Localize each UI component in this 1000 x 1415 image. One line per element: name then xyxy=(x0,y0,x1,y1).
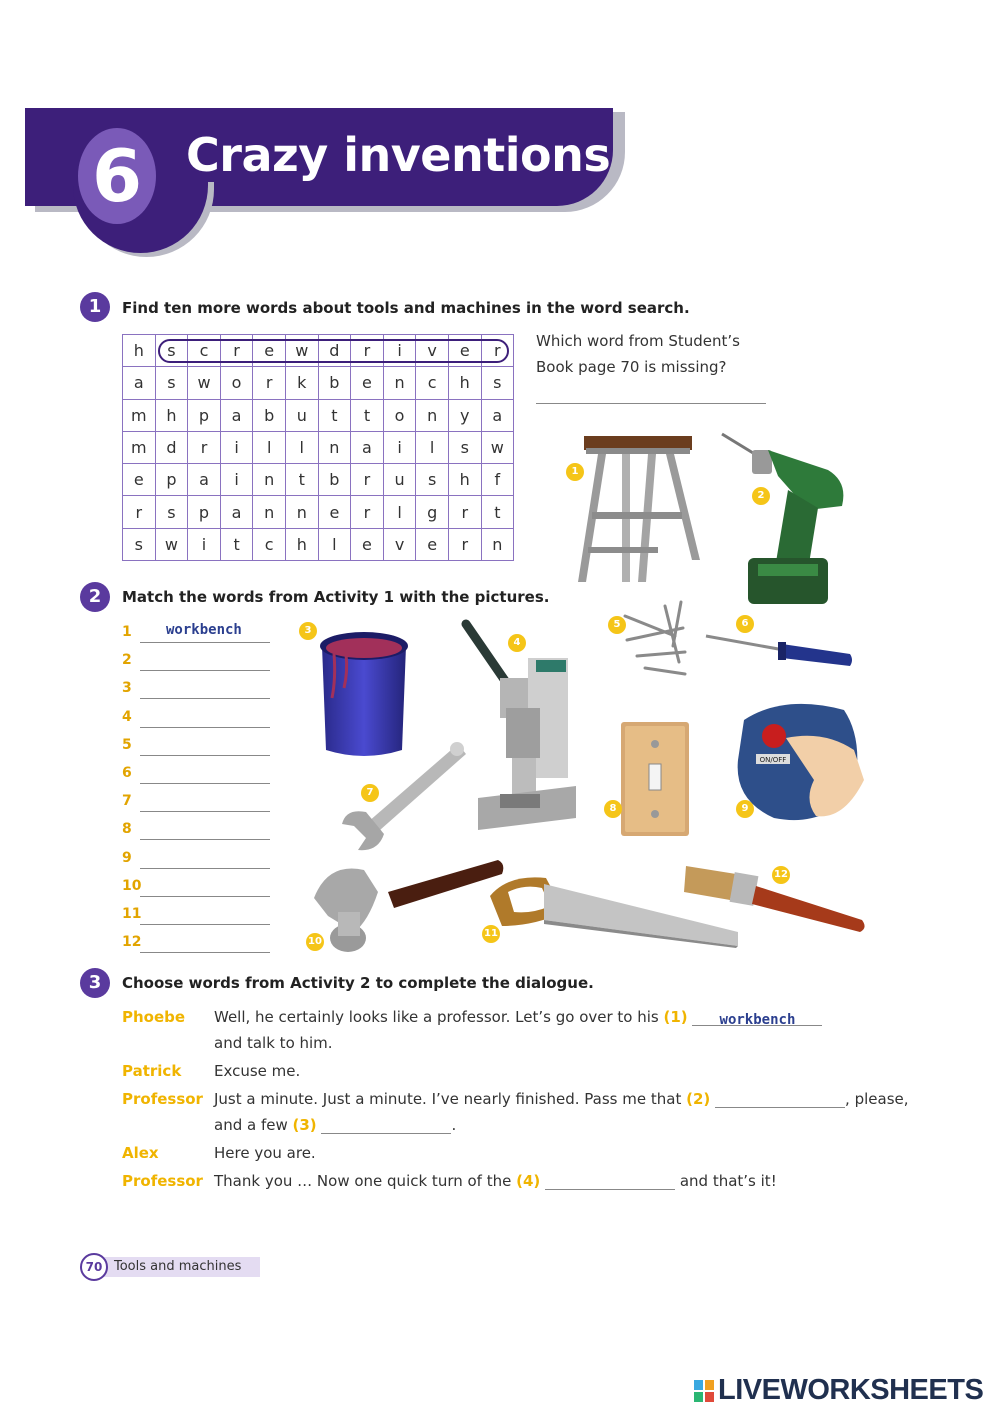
word-search-cell[interactable]: s xyxy=(481,367,514,399)
match-answer-text: workbench xyxy=(166,622,242,638)
word-search-cell[interactable]: n xyxy=(481,528,514,560)
dialogue-text: Excuse me. xyxy=(214,1062,301,1080)
dialogue-speaker: Phoebe xyxy=(122,1008,186,1026)
gap-number: (1) xyxy=(663,1008,688,1026)
match-answer-field[interactable] xyxy=(140,783,270,784)
picture-badge: 12 xyxy=(772,866,790,884)
word-search-cell[interactable]: l xyxy=(285,431,318,463)
match-list-item xyxy=(122,652,272,680)
spanner-picture xyxy=(338,738,468,856)
dialogue-text: Just a minute. Just a minute. I’ve nearly finished. Pass me that xyxy=(214,1090,682,1108)
word-search-row xyxy=(123,528,514,560)
word-search-cell[interactable]: i xyxy=(383,431,416,463)
word-search-cell[interactable]: t xyxy=(318,399,351,431)
match-list-item xyxy=(122,793,272,821)
gap-number: (4) xyxy=(516,1172,541,1190)
word-search-cell[interactable]: a xyxy=(220,399,253,431)
word-search-grid xyxy=(122,334,514,561)
word-search-cell[interactable]: l xyxy=(383,496,416,528)
word-search-cell[interactable]: n xyxy=(253,496,286,528)
word-search-cell[interactable]: b xyxy=(318,367,351,399)
match-list-item xyxy=(122,709,272,737)
word-search-cell[interactable]: c xyxy=(253,528,286,560)
word-search-cell[interactable]: v xyxy=(416,335,449,367)
match-item-number: 3 xyxy=(122,680,132,697)
word-search-cell[interactable]: r xyxy=(123,496,156,528)
word-search-cell[interactable]: d xyxy=(155,431,188,463)
word-search-cell[interactable]: w xyxy=(155,528,188,560)
match-item-number: 7 xyxy=(122,793,132,810)
picture-badge: 11 xyxy=(482,925,500,943)
drill-picture xyxy=(718,430,858,608)
word-search-cell[interactable]: n xyxy=(416,399,449,431)
match-item-number: 1 xyxy=(122,624,132,640)
dialogue-line xyxy=(214,1008,822,1026)
word-search-cell[interactable]: e xyxy=(351,528,384,560)
word-search-cell[interactable]: b xyxy=(318,464,351,496)
nails-picture xyxy=(615,596,690,680)
dialogue-speaker: Professor xyxy=(122,1172,203,1190)
match-list-item xyxy=(122,821,272,849)
word-search-cell[interactable]: s xyxy=(155,335,188,367)
word-search-cell[interactable]: e xyxy=(416,528,449,560)
match-item-number: 2 xyxy=(122,652,132,669)
word-search-cell[interactable]: i xyxy=(383,335,416,367)
gap-answer-field[interactable] xyxy=(715,1092,845,1108)
picture-badge: 8 xyxy=(604,800,622,818)
match-answer-field[interactable] xyxy=(140,727,270,728)
word-search-cell[interactable]: r xyxy=(448,528,481,560)
gap-number: (2) xyxy=(686,1090,711,1108)
picture-badge: 5 xyxy=(608,616,626,634)
word-search-cell[interactable]: o xyxy=(383,399,416,431)
dialogue-line xyxy=(214,1116,456,1134)
word-search-cell[interactable]: e xyxy=(351,367,384,399)
dialogue-speaker: Professor xyxy=(122,1090,203,1108)
screwdriver-picture xyxy=(704,630,854,672)
word-search-cell[interactable]: e xyxy=(253,335,286,367)
gap-answer-text: workbench xyxy=(719,1012,796,1028)
activity-1-number: 1 xyxy=(80,292,110,322)
match-answer-field[interactable] xyxy=(140,811,270,812)
machine-picture xyxy=(460,618,585,836)
activity-3-number: 3 xyxy=(80,968,110,998)
word-search-cell[interactable]: t xyxy=(351,399,384,431)
workbench-picture xyxy=(570,432,710,587)
dialogue-text: and that’s it! xyxy=(679,1172,777,1190)
gap-answer-field[interactable] xyxy=(692,1010,822,1026)
word-search-cell[interactable]: a xyxy=(188,464,221,496)
word-search-cell[interactable]: e xyxy=(448,335,481,367)
match-answer-field[interactable] xyxy=(140,952,270,953)
dialogue-line xyxy=(214,1090,909,1108)
word-search-cell[interactable]: r xyxy=(351,464,384,496)
picture-badge: 1 xyxy=(566,463,584,481)
word-search-cell[interactable]: h xyxy=(448,464,481,496)
match-answer-field[interactable] xyxy=(140,755,270,756)
word-search-row xyxy=(123,431,514,463)
picture-badge: 7 xyxy=(361,784,379,802)
gap-answer-field[interactable] xyxy=(545,1174,675,1190)
match-list-item xyxy=(122,624,272,652)
word-search-cell[interactable]: r xyxy=(448,496,481,528)
picture-badge: 2 xyxy=(752,487,770,505)
word-search-cell[interactable]: a xyxy=(351,431,384,463)
word-search-cell[interactable]: p xyxy=(155,464,188,496)
word-search-cell[interactable]: p xyxy=(188,399,221,431)
word-search-row xyxy=(123,464,514,496)
word-search-cell[interactable]: y xyxy=(448,399,481,431)
word-search-cell[interactable]: h xyxy=(155,399,188,431)
word-search-cell[interactable]: s xyxy=(123,528,156,560)
dialogue-text: Thank you … Now one quick turn of the xyxy=(214,1172,512,1190)
missing-word-question: Which word from Student’s Book page 70 is missing? xyxy=(536,332,740,376)
activity-2-number: 2 xyxy=(80,582,110,612)
word-search-cell[interactable]: n xyxy=(253,464,286,496)
match-answer-field[interactable] xyxy=(140,642,270,643)
dialogue-line xyxy=(214,1062,300,1080)
word-search-cell[interactable]: s xyxy=(155,367,188,399)
word-search-cell[interactable]: r xyxy=(481,335,514,367)
dialogue-text: . xyxy=(451,1116,457,1134)
match-list-item xyxy=(122,934,272,962)
word-search-cell[interactable]: f xyxy=(481,464,514,496)
word-search-cell[interactable]: m xyxy=(123,399,156,431)
match-item-number: 12 xyxy=(122,934,142,951)
dialogue-speaker: Alex xyxy=(122,1144,159,1162)
match-answer-field[interactable] xyxy=(140,670,270,671)
page-number: 70 xyxy=(80,1253,108,1281)
unit-number: 6 xyxy=(91,134,143,218)
match-list-item xyxy=(122,906,272,934)
dialogue-line xyxy=(214,1172,777,1190)
word-search-cell[interactable]: t xyxy=(285,464,318,496)
match-list-item xyxy=(122,765,272,793)
switch-label: ON/OFF xyxy=(759,756,787,764)
match-item-number: 8 xyxy=(122,821,132,838)
word-search-cell[interactable]: i xyxy=(220,464,253,496)
word-search-cell[interactable]: c xyxy=(188,335,221,367)
dialogue-text: and talk to him. xyxy=(214,1034,333,1052)
word-search-cell[interactable]: h xyxy=(285,528,318,560)
word-search-row xyxy=(123,496,514,528)
match-answer-field[interactable] xyxy=(140,924,270,925)
word-search-cell[interactable]: o xyxy=(220,367,253,399)
watermark: LIVEWORKSHEETS xyxy=(718,1374,984,1406)
word-search-cell[interactable]: t xyxy=(481,496,514,528)
word-search-row xyxy=(123,399,514,431)
activity-1-instruction: Find ten more words about tools and machines in the word search. xyxy=(122,299,690,317)
activity-2-instruction: Match the words from Activity 1 with the pictures. xyxy=(122,588,550,606)
match-item-number: 5 xyxy=(122,736,132,753)
match-item-number: 11 xyxy=(122,906,142,922)
word-search-cell[interactable]: g xyxy=(416,496,449,528)
dialogue-text: Well, he certainly looks like a professor. Let’s go over to his xyxy=(214,1008,659,1026)
word-highlight-oval xyxy=(158,339,509,363)
word-search-cell[interactable]: l xyxy=(253,431,286,463)
word-search-row xyxy=(123,367,514,399)
gap-answer-field[interactable] xyxy=(321,1118,451,1134)
page-title: Crazy inventions xyxy=(186,128,611,182)
word-search-cell[interactable]: r xyxy=(188,431,221,463)
match-list-item xyxy=(122,680,272,708)
match-answer-field[interactable] xyxy=(140,698,270,699)
word-search-cell[interactable]: p xyxy=(188,496,221,528)
word-search-cell[interactable]: r xyxy=(351,496,384,528)
word-search-cell[interactable]: l xyxy=(318,528,351,560)
word-search-cell[interactable]: w xyxy=(285,335,318,367)
word-search-cell[interactable]: l xyxy=(416,431,449,463)
match-answer-field[interactable] xyxy=(140,839,270,840)
match-item-number: 10 xyxy=(122,877,142,894)
match-list-item xyxy=(122,850,272,878)
word-search-cell[interactable]: t xyxy=(220,528,253,560)
word-search-cell[interactable]: h xyxy=(123,335,156,367)
word-search-cell[interactable]: s xyxy=(448,431,481,463)
word-search-cell[interactable]: e xyxy=(123,464,156,496)
match-answer-field[interactable] xyxy=(140,896,270,897)
word-search-cell[interactable]: h xyxy=(448,367,481,399)
missing-word-answer-field[interactable] xyxy=(536,403,766,404)
word-search-cell[interactable]: a xyxy=(220,496,253,528)
match-item-number: 9 xyxy=(122,849,132,866)
word-search-cell[interactable]: u xyxy=(383,464,416,496)
match-list-item xyxy=(122,737,272,765)
dialogue-text: Here you are. xyxy=(214,1144,316,1162)
word-search-cell[interactable]: k xyxy=(285,367,318,399)
word-search-cell[interactable]: w xyxy=(481,431,514,463)
word-search-cell[interactable]: a xyxy=(123,367,156,399)
word-search-cell[interactable]: e xyxy=(318,496,351,528)
picture-badge: 4 xyxy=(508,634,526,652)
liveworksheets-icon xyxy=(694,1380,714,1402)
word-search-cell[interactable]: n xyxy=(318,431,351,463)
word-search-cell[interactable]: a xyxy=(481,399,514,431)
picture-badge: 9 xyxy=(736,800,754,818)
footer-section: Tools and machines xyxy=(114,1259,242,1274)
match-answer-field[interactable] xyxy=(140,868,270,869)
word-search-cell[interactable]: m xyxy=(123,431,156,463)
word-search-cell[interactable]: r xyxy=(220,335,253,367)
dialogue-text: and a few xyxy=(214,1116,288,1134)
word-search-cell[interactable]: i xyxy=(220,431,253,463)
match-item-number: 4 xyxy=(122,708,132,725)
word-search-cell[interactable]: v xyxy=(383,528,416,560)
dialogue-line xyxy=(214,1034,333,1052)
dialogue-speaker: Patrick xyxy=(122,1062,182,1080)
switch-picture xyxy=(619,720,691,838)
match-item-number: 6 xyxy=(122,765,132,781)
match-list-item xyxy=(122,878,272,906)
word-search-cell[interactable]: w xyxy=(188,367,221,399)
gap-number: (3) xyxy=(292,1116,317,1134)
picture-badge: 6 xyxy=(736,615,754,633)
hammer-picture xyxy=(308,852,508,956)
word-search-cell[interactable]: u xyxy=(285,399,318,431)
word-search-cell[interactable]: r xyxy=(253,367,286,399)
activity-3-instruction: Choose words from Activity 2 to complete the dialogue. xyxy=(122,974,594,992)
dialogue-line xyxy=(214,1144,316,1162)
word-search-cell[interactable]: n xyxy=(285,496,318,528)
word-search-cell[interactable]: s xyxy=(416,464,449,496)
word-search-cell[interactable]: r xyxy=(351,335,384,367)
button-picture xyxy=(734,700,868,828)
word-search-cell[interactable]: s xyxy=(155,496,188,528)
word-search-cell[interactable]: b xyxy=(253,399,286,431)
word-search-cell[interactable]: d xyxy=(318,335,351,367)
picture-badge: 3 xyxy=(299,622,317,640)
picture-badge: 10 xyxy=(306,933,324,951)
word-search-cell[interactable]: i xyxy=(188,528,221,560)
word-search-cell[interactable]: c xyxy=(416,367,449,399)
word-search-cell[interactable]: n xyxy=(383,367,416,399)
dialogue-text: , please, xyxy=(845,1090,909,1108)
